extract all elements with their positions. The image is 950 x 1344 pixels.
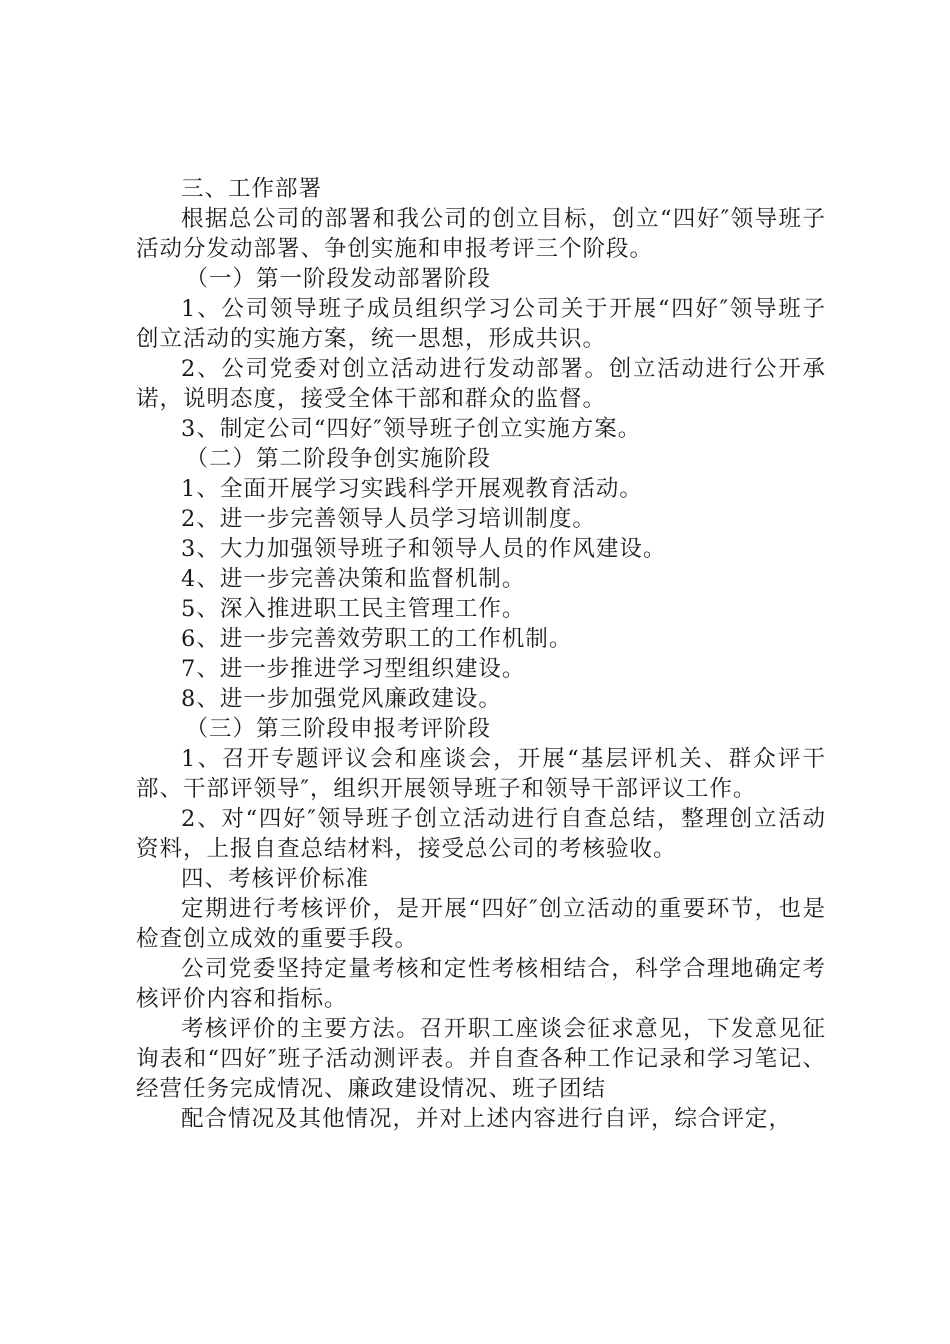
- paragraph: 配合情况及其他情况，并对上述内容进行自评，综合评定，: [181, 1106, 793, 1132]
- list-item: 6、进一步完善效劳职工的工作机制。: [181, 626, 573, 652]
- list-item: 5、深入推进职工民主管理工作。: [181, 596, 526, 622]
- list-item: 4、进一步完善决策和监督机制。: [181, 566, 526, 592]
- list-item: 3、大力加强领导班子和领导人员的作风建设。: [181, 536, 667, 562]
- paragraph: 考核评价的主要方法。召开职工座谈会征求意见，下发意见征询表和“四好″班子活动测评表。并自查各种工作记录和学习笔记、经营任务完成情况、廉政建设情况、班子团结: [136, 1016, 826, 1102]
- paragraph: 根据总公司的部署和我公司的创立目标，创立“四好″领导班子活动分发动部署、争创实施和申报考评三个阶段。: [136, 206, 826, 262]
- list-item: 8、进一步加强党风廉政建设。: [181, 686, 502, 712]
- section-heading-work-deployment: 三、工作部署: [181, 176, 323, 202]
- list-item: 1、全面开展学习实践科学开展观教育活动。: [181, 476, 643, 502]
- paragraph: 定期进行考核评价，是开展“四好″创立活动的重要环节，也是检查创立成效的重要手段。: [136, 896, 826, 952]
- subsection-heading-phase-three: （三）第三阶段申报考评阶段: [185, 716, 492, 742]
- section-heading-evaluation-criteria: 四、考核评价标准: [181, 866, 370, 892]
- paragraph: 公司党委坚持定量考核和定性考核相结合，科学合理地确定考核评价内容和指标。: [136, 956, 826, 1012]
- list-item: 7、进一步推进学习型组织建设。: [181, 656, 526, 682]
- list-item: 2、进一步完善领导人员学习培训制度。: [181, 506, 596, 532]
- list-item: 2、公司党委对创立活动进行发动部署。创立活动进行公开承诺，说明态度，接受全体干部和群众的监督。: [136, 356, 826, 412]
- list-item: 3、制定公司“四好″领导班子创立实施方案。: [181, 416, 642, 442]
- list-item: 1、公司领导班子成员组织学习公司关于开展“四好″领导班子创立活动的实施方案，统一思想，形成共识。: [136, 296, 826, 352]
- list-item: 1、召开专题评议会和座谈会，开展“基层评机关、群众评干部、干部评领导″，组织开展领导班子和领导干部评议工作。: [136, 746, 826, 802]
- document-body: [136, 174, 826, 1134]
- list-item: 2、对“四好″领导班子创立活动进行自查总结，整理创立活动资料，上报自查总结材料，接受总公司的考核验收。: [136, 806, 826, 862]
- subsection-heading-phase-one: （一）第一阶段发动部署阶段: [185, 266, 492, 292]
- subsection-heading-phase-two: （二）第二阶段争创实施阶段: [185, 446, 492, 472]
